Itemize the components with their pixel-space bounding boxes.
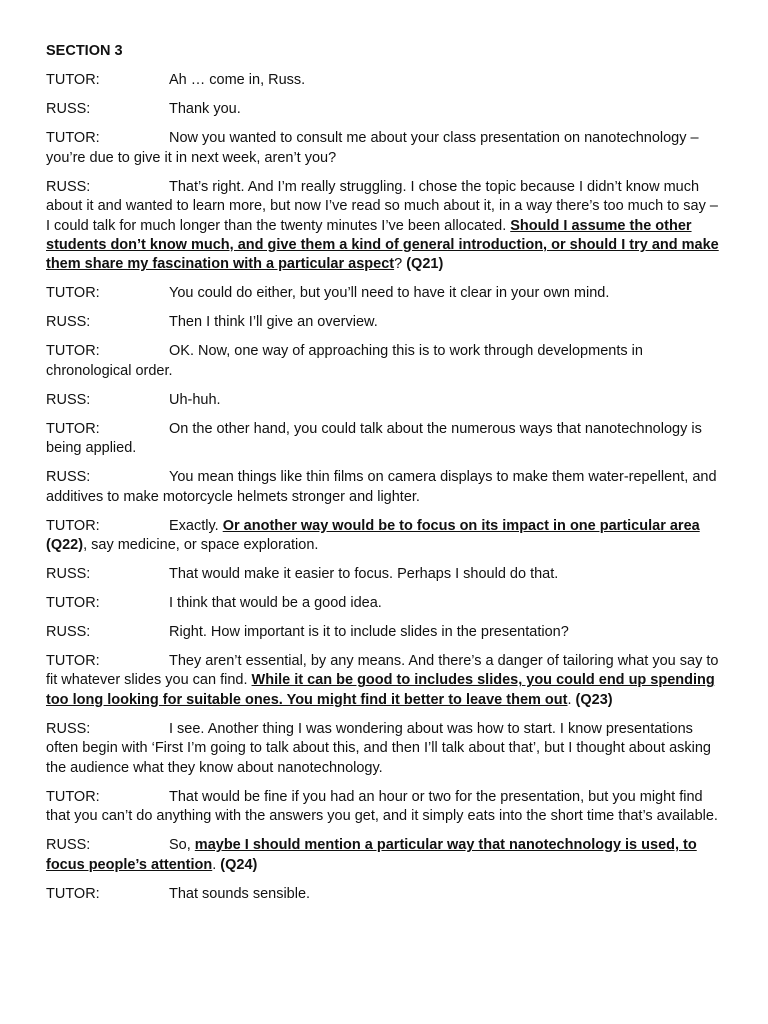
- dialogue-turn: [46, 313, 722, 332]
- speaker-label: TUTOR:: [46, 130, 100, 147]
- dialogue-text: I see. Another thing I was wondering about was how to start. I know presentations often begin with ‘First I’m going to talk about this, and then I’ll talk about that’, but I thought about asking the audience what they know about nanotechnology.: [46, 720, 711, 776]
- dialogue-turn: [46, 720, 722, 778]
- dialogue-text: That would be fine if you had an hour or two for the presentation, but you might find that you can’t do anything with the answers you get, and it simply eats into the short time that’s available.: [46, 788, 718, 825]
- speaker-label: RUSS:: [46, 566, 91, 583]
- dialogue-text: .: [212, 856, 221, 873]
- answer-highlight: Or another way would be to focus on its impact in one particular area: [222, 517, 700, 534]
- dialogue-text: Right. How important is it to include slides in the presentation?: [169, 624, 569, 641]
- speaker-label: RUSS:: [46, 720, 91, 737]
- answer-highlight: maybe I should mention a particular way that nanotechnology is used, to focus people’s attention: [46, 837, 697, 873]
- dialogue-turn: [46, 71, 722, 90]
- dialogue-text: You mean things like thin films on camera displays to make them water-repellent, and additives to make motorcycle helmets stronger and lighter.: [46, 469, 717, 505]
- dialogue-text: .: [567, 691, 576, 708]
- dialogue-text: , say medicine, or space exploration.: [83, 537, 319, 554]
- dialogue-text: You could do either, but you’ll need to have it clear in your own mind.: [169, 285, 610, 302]
- dialogue-turn: [46, 178, 722, 275]
- dialogue-turn: [46, 836, 722, 875]
- dialogue-text: That would make it easier to focus. Perhaps I should do that.: [169, 566, 559, 583]
- transcript-page: [46, 42, 722, 914]
- question-number: (Q24): [220, 856, 258, 873]
- dialogue-turn: [46, 129, 722, 168]
- dialogue-turn: [46, 594, 722, 613]
- speaker-label: TUTOR:: [46, 343, 100, 360]
- dialogue-text: ?: [394, 256, 407, 273]
- dialogue-turn: [46, 342, 722, 381]
- dialogue-turn: [46, 652, 722, 710]
- dialogue-text: On the other hand, you could talk about the numerous ways that nanotechnology is being applied.: [46, 420, 702, 457]
- speaker-label: TUTOR:: [46, 72, 100, 89]
- speaker-label: TUTOR:: [46, 885, 100, 902]
- speaker-label: TUTOR:: [46, 595, 100, 612]
- speaker-label: RUSS:: [46, 469, 91, 486]
- question-number: (Q23): [575, 691, 613, 708]
- dialogue-turn: [46, 517, 722, 556]
- speaker-label: RUSS:: [46, 101, 91, 118]
- answer-highlight: Should I assume the other students don’t know much, and give them a kind of general introduction, or should I try and make them share my fascination with a particular aspect: [46, 217, 719, 273]
- question-number: (Q21): [406, 256, 444, 273]
- speaker-label: RUSS:: [46, 837, 91, 854]
- speaker-label: TUTOR:: [46, 788, 100, 805]
- dialogue-turn: [46, 885, 722, 904]
- dialogue-text: That’s right. And I’m really struggling. I chose the topic because I didn’t know much about it and wanted to learn more, but now I’ve read so much about it, in a way there’s too much to say – I could talk for much longer than the twenty minutes I’ve been allocated.: [46, 178, 718, 234]
- section-heading: SECTION 3: [46, 43, 123, 59]
- dialogue-turn: [46, 788, 722, 827]
- speaker-label: TUTOR:: [46, 285, 100, 302]
- dialogue-text: They aren’t essential, by any means. And there’s a danger of tailoring what you say to fit whatever slides you can find.: [46, 653, 719, 689]
- speaker-label: RUSS:: [46, 391, 91, 408]
- dialogue-turn: [46, 284, 722, 303]
- dialogue-turn: [46, 100, 722, 119]
- speaker-label: TUTOR:: [46, 653, 100, 670]
- answer-highlight: While it can be good to includes slides, you could end up spending too long looking for suitable ones. You might find it better to leave them out: [46, 672, 715, 708]
- dialogue-text: So,: [169, 837, 195, 854]
- dialogue-turn: [46, 420, 722, 459]
- dialogue-turn: [46, 468, 722, 507]
- dialogue-text: Now you wanted to consult me about your class presentation on nanotechnology – you’re due to give it in next week, aren’t you?: [46, 130, 699, 166]
- speaker-label: TUTOR:: [46, 517, 100, 534]
- dialogue-text: That sounds sensible.: [169, 885, 311, 902]
- speaker-label: TUTOR:: [46, 420, 100, 437]
- dialogue-turn: [46, 565, 722, 584]
- dialogue-list: [46, 71, 722, 904]
- speaker-label: RUSS:: [46, 314, 91, 331]
- dialogue-turn: [46, 623, 722, 642]
- dialogue-text: Ah … come in, Russ.: [169, 72, 306, 89]
- dialogue-text: Then I think I’ll give an overview.: [169, 314, 378, 331]
- dialogue-turn: [46, 391, 722, 410]
- speaker-label: RUSS:: [46, 624, 91, 641]
- question-number: (Q22): [46, 537, 84, 554]
- dialogue-text: Uh-huh.: [169, 391, 221, 408]
- dialogue-text: I think that would be a good idea.: [169, 595, 382, 612]
- dialogue-text: OK. Now, one way of approaching this is to work through developments in chronological order.: [46, 343, 643, 379]
- dialogue-text: Thank you.: [169, 101, 241, 118]
- dialogue-text: Exactly.: [169, 517, 223, 534]
- speaker-label: RUSS:: [46, 178, 91, 195]
